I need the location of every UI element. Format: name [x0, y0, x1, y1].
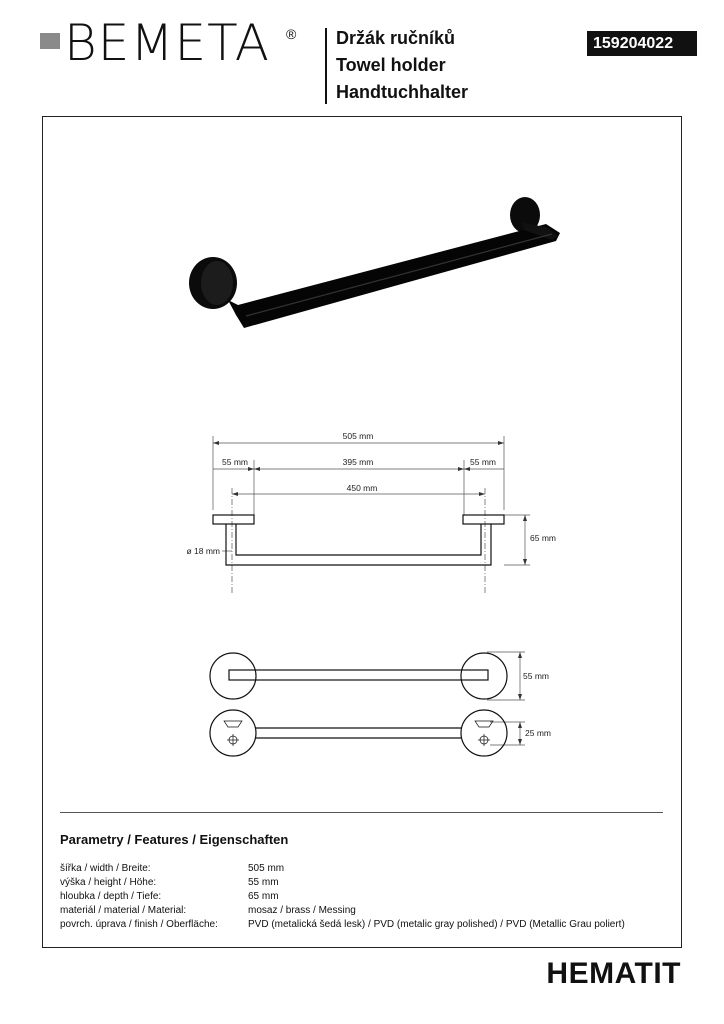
- feature-row-material: [60, 904, 625, 918]
- feature-value: 65 mm: [248, 891, 279, 902]
- feature-row-finish: [60, 918, 625, 932]
- feature-label: hloubka / depth / Tiefe:: [60, 891, 162, 902]
- feature-value: PVD (metalická šedá lesk) / PVD (metalic gray polished) / PVD (Metallic Grau poliert): [248, 919, 625, 930]
- front-view: [213, 515, 504, 565]
- feature-row-width: [60, 862, 625, 876]
- brand-logo: BEMETA: [64, 14, 270, 72]
- dim-total-width: 505 mm: [342, 431, 374, 441]
- dim-depth: 65 mm: [530, 533, 556, 543]
- feature-value: mosaz / brass / Messing: [248, 905, 356, 916]
- top-view: [210, 653, 507, 699]
- product-name-en: Towel holder: [336, 55, 446, 75]
- product-render: [189, 197, 560, 328]
- dim-right-offset: 55 mm: [470, 457, 496, 467]
- dim-bar-diameter: ø 18 mm: [186, 546, 220, 556]
- features-list: [60, 862, 625, 932]
- dim-bar-height: 25 mm: [525, 728, 551, 738]
- product-name-de: Handtuchhalter: [336, 82, 469, 102]
- feature-label: materiál / material / Material:: [60, 905, 187, 916]
- product-code: 159204022: [587, 31, 697, 56]
- feature-value: 505 mm: [248, 863, 285, 874]
- feature-value: 55 mm: [248, 877, 279, 888]
- dim-left-offset: 55 mm: [222, 457, 248, 467]
- feature-label: šířka / width / Breite:: [60, 863, 151, 874]
- registered-mark: ®: [286, 26, 297, 42]
- feature-row-depth: [60, 890, 625, 904]
- dim-inner-span: 395 mm: [342, 457, 374, 467]
- dim-mount-span: 450 mm: [346, 483, 378, 493]
- feature-label: povrch. úprava / finish / Oberfläche:: [60, 919, 218, 930]
- features-separator: [60, 812, 663, 813]
- features-title: Parametry / Features / Eigenschaften: [60, 832, 289, 847]
- series-name: HEMATIT: [546, 957, 681, 990]
- dim-rosette-diameter: 55 mm: [523, 671, 549, 681]
- mounting-view: [210, 710, 507, 756]
- product-name-cs: Držák ručníků: [336, 28, 456, 48]
- feature-label: výška / height / Höhe:: [60, 877, 157, 888]
- feature-row-height: [60, 876, 625, 890]
